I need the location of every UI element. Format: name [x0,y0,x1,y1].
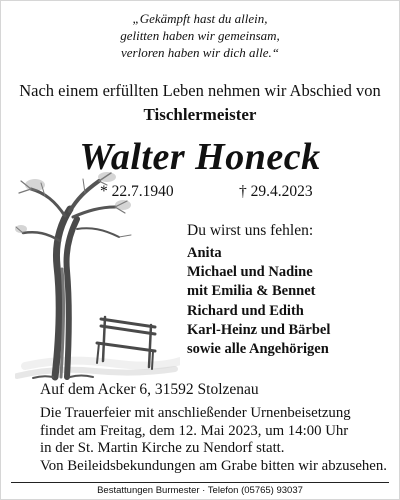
tree-and-bench-illustration [15,171,180,381]
mourner-name: mit Emilia & Bennet [187,283,316,300]
mourner-name: Richard und Edith [187,302,304,319]
funeral-line: Von Beileidsbekundungen am Grabe bitten wir abzusehen. [40,457,387,474]
mourners-list [187,244,330,359]
mourner-name: sowie alle Angehörigen [187,341,329,358]
quote-line: verloren haben wir dich alle.“ [120,45,280,60]
mourner-name: Michael und Nadine [187,264,313,281]
farewell-intro: Nach einem erfüllten Leben nehmen wir Abschied von [19,81,381,100]
funeral-home-footer: Bestattungen Burmester · Telefon (05765) 93037 [97,485,303,496]
funeral-line: in der St. Martin Kirche zu Nendorf statt. [40,440,285,457]
birth-date: * 22.7.1940 [100,183,174,200]
funeral-line: findet am Freitag, dem 12. Mai 2023, um 14:00 Uhr [40,422,349,439]
footer-divider [11,482,389,483]
mourner-name: Anita [187,245,222,261]
funeral-details [40,405,387,475]
death-date: † 29.4.2023 [239,183,313,200]
quote-line: „Gekämpft hast du allein, [132,11,268,26]
family-address: Auf dem Acker 6, 31592 Stolzenau [40,381,259,398]
funeral-line: Die Trauerfeier mit anschließender Urnenbeisetzung [40,405,351,421]
mourner-name: Karl-Heinz und Bärbel [187,321,331,338]
profession-title: Tischlermeister [143,105,257,124]
memorial-quote [1,10,399,61]
quote-line: gelitten haben wir gemeinsam, [120,28,280,43]
missed-by-heading: Du wirst uns fehlen: [187,222,314,239]
deceased-name: Walter Honeck [79,136,321,178]
